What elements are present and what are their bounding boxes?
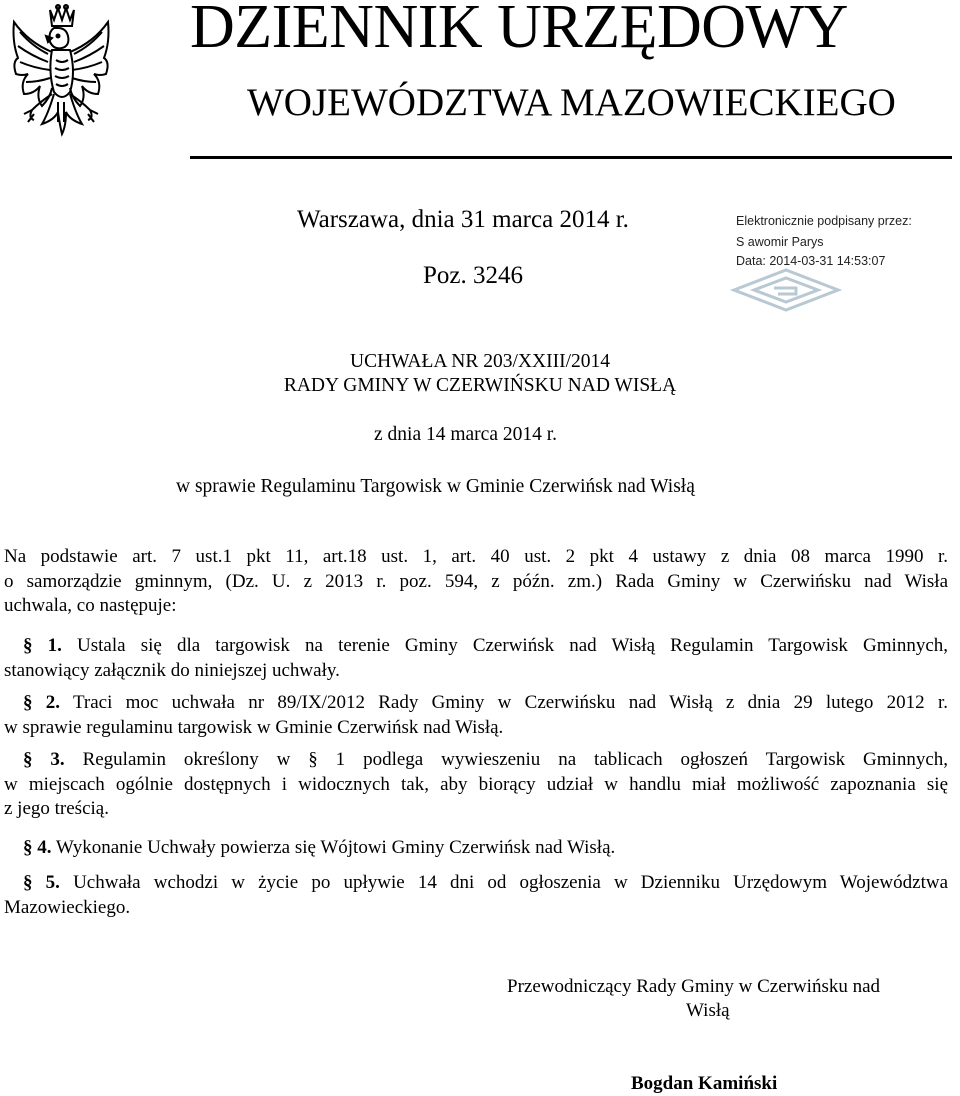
paragraph-3 xyxy=(4,748,948,822)
paragraph-text: Mazowieckiego. xyxy=(4,896,131,918)
e-signature-date: Data: 2014-03-31 14:53:07 xyxy=(736,254,886,268)
paragraph-text: Uchwała wchodzi w życie po upływie 14 dni od ogłoszenia w Dzienniku Urzędowym Województwa xyxy=(73,872,949,893)
resolution-body: RADY GMINY W CZERWIŃSKU NAD WISŁĄ xyxy=(283,375,677,396)
resolution-date: z dnia 14 marca 2014 r. xyxy=(374,424,558,445)
paragraph-text: w sprawie regulaminu targowisk w Gminie Czerwińsk nad Wisłą. xyxy=(4,716,504,738)
legal-basis-line: Na podstawie art. 7 ust.1 pkt 11, art.18 ust. 1, art. 40 ust. 2 pkt 4 ustawy z dnia 08 marca 1990 r. xyxy=(4,546,948,567)
paragraph-number: § 5. xyxy=(23,872,60,893)
paragraph-text: Ustala się dla targowisk na terenie Gminy Czerwińsk nad Wisłą Regulamin Targowisk Gminnych, xyxy=(77,635,948,656)
signer-name: Bogdan Kamiński xyxy=(631,1073,778,1094)
legal-basis-paragraph xyxy=(4,545,948,619)
journal-title: DZIENNIK URZĘDOWY xyxy=(190,0,848,61)
polish-eagle-emblem-icon xyxy=(8,2,116,152)
paragraph-number: § 1. xyxy=(23,635,62,656)
legal-basis-line: o samorządzie gminnym, (Dz. U. z 2013 r. poz. 594, z późn. zm.) Rada Gminy w Czerwińsku nad Wisła xyxy=(4,570,948,592)
paragraph-2 xyxy=(4,691,948,740)
signature-logo-icon xyxy=(730,266,842,317)
paragraph-text: Regulamin określony w § 1 podlega wywieszeniu na tablicach ogłoszeń Targowisk Gminnych, xyxy=(82,749,949,770)
legal-basis-line: uchwala, co następuje: xyxy=(4,595,177,616)
e-signature-line1: Elektronicznie podpisany przez: xyxy=(736,214,912,228)
resolution-title: UCHWAŁA NR 203/XXIII/2014 xyxy=(350,351,610,372)
chairman-role: Przewodniczący Rady Gminy w Czerwińsku nad xyxy=(507,976,881,997)
header-divider xyxy=(190,156,952,159)
publication-position: Poz. 3246 xyxy=(423,262,523,289)
paragraph-text: z jego treścią. xyxy=(4,798,109,819)
resolution-subject: w sprawie Regulaminu Targowisk w Gminie Czerwińsk nad Wisłą xyxy=(176,476,695,497)
journal-subtitle: WOJEWÓDZTWA MAZOWIECKIEGO xyxy=(247,81,896,124)
paragraph-text: Wykonanie Uchwały powierza się Wójtowi Gminy Czerwińsk nad Wisłą. xyxy=(55,837,616,858)
paragraph-1 xyxy=(4,634,948,683)
paragraph-number: § 2. xyxy=(23,692,61,713)
paragraph-text: w miejscach ogólnie dostępnych i widocznych tak, aby biorący udział w handlu miał możliwość zapoznania się xyxy=(4,773,948,795)
publication-place-date: Warszawa, dnia 31 marca 2014 r. xyxy=(297,206,629,233)
paragraph-4 xyxy=(4,836,948,861)
paragraph-5 xyxy=(4,871,948,920)
paragraph-number: § 3. xyxy=(23,749,65,770)
chairman-role-continued: Wisłą xyxy=(686,1000,730,1021)
e-signature-signer: S awomir Parys xyxy=(736,235,824,249)
paragraph-text: Traci moc uchwała nr 89/IX/2012 Rady Gminy w Czerwińsku nad Wisłą z dnia 29 lutego 2012 r. xyxy=(72,692,948,713)
paragraph-text: stanowiący załącznik do niniejszej uchwały. xyxy=(4,659,340,681)
paragraph-number: § 4. xyxy=(23,837,52,858)
